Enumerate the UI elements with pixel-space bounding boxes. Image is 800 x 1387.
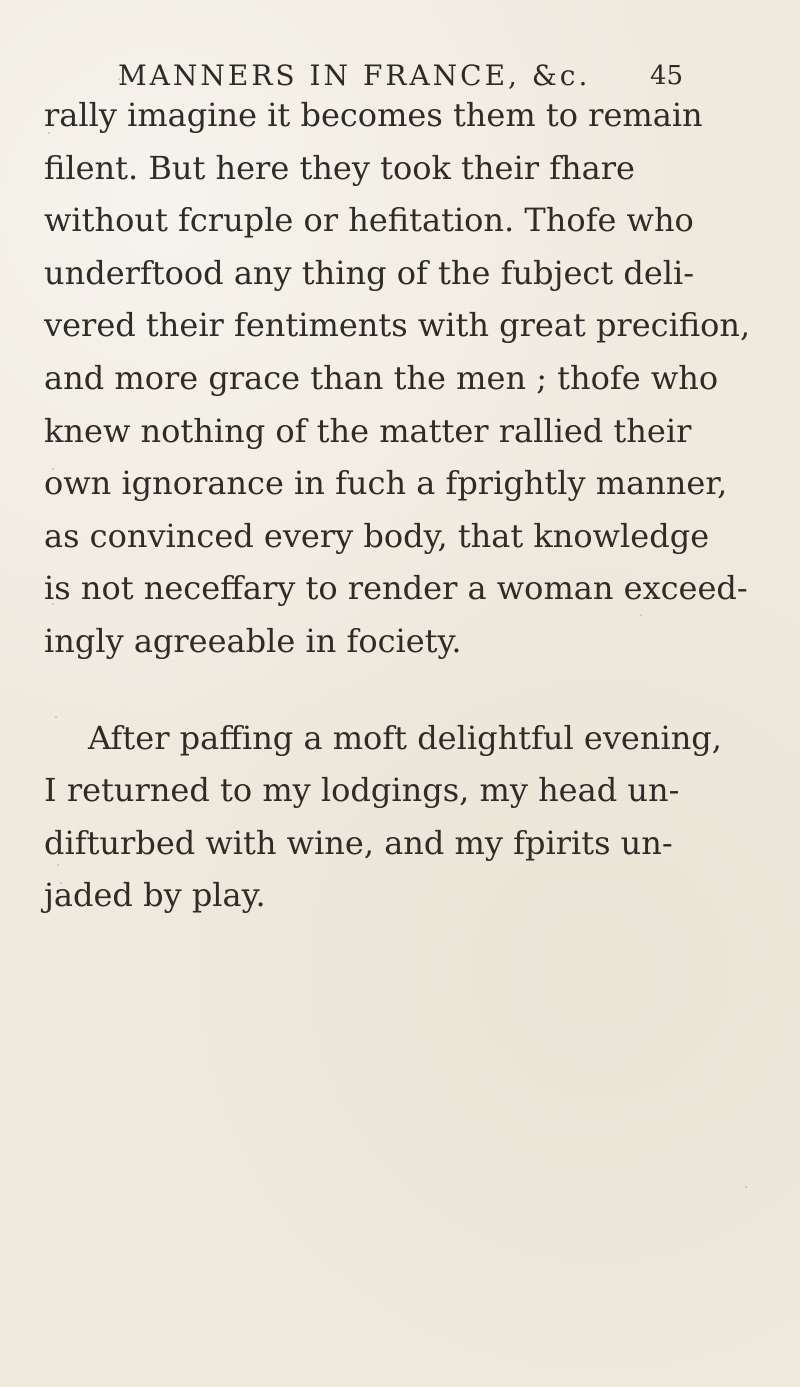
text-line: and more grace than the men ; thofe who xyxy=(44,358,719,397)
text-line: knew nothing of the matter rallied their xyxy=(44,411,692,450)
text-line: is not neceffary to render a woman exceed- xyxy=(44,569,748,608)
text-line: difturbed with wine, and my fpirits un- xyxy=(44,823,673,862)
text-line: ingly agreeable in fociety. xyxy=(44,621,462,660)
body-text xyxy=(44,89,764,922)
text-line: rally imagine it becomes them to remain xyxy=(44,96,703,134)
running-head-title: MANNERS IN FRANCE, &c. xyxy=(118,59,591,92)
text-line: I returned to my lodgings, my head un- xyxy=(44,771,680,810)
page-number: 45 xyxy=(650,61,684,91)
text-line: as convinced every body, that knowledge xyxy=(44,516,710,555)
text-line: without fcruple or hefitation. Thofe who xyxy=(44,201,694,240)
paragraph-break xyxy=(44,668,764,712)
text-line: underftood any thing of the fubject deli- xyxy=(44,253,695,292)
text-line: vered their fentiments with great precifion, xyxy=(44,306,751,345)
text-line: filent. But here they took their fhare xyxy=(44,148,635,187)
text-line: jaded by play. xyxy=(44,876,266,915)
text-line: After paffing a moft delightful evening, xyxy=(88,718,722,757)
text-line: own ignorance in fuch a fprightly manner, xyxy=(44,464,728,503)
